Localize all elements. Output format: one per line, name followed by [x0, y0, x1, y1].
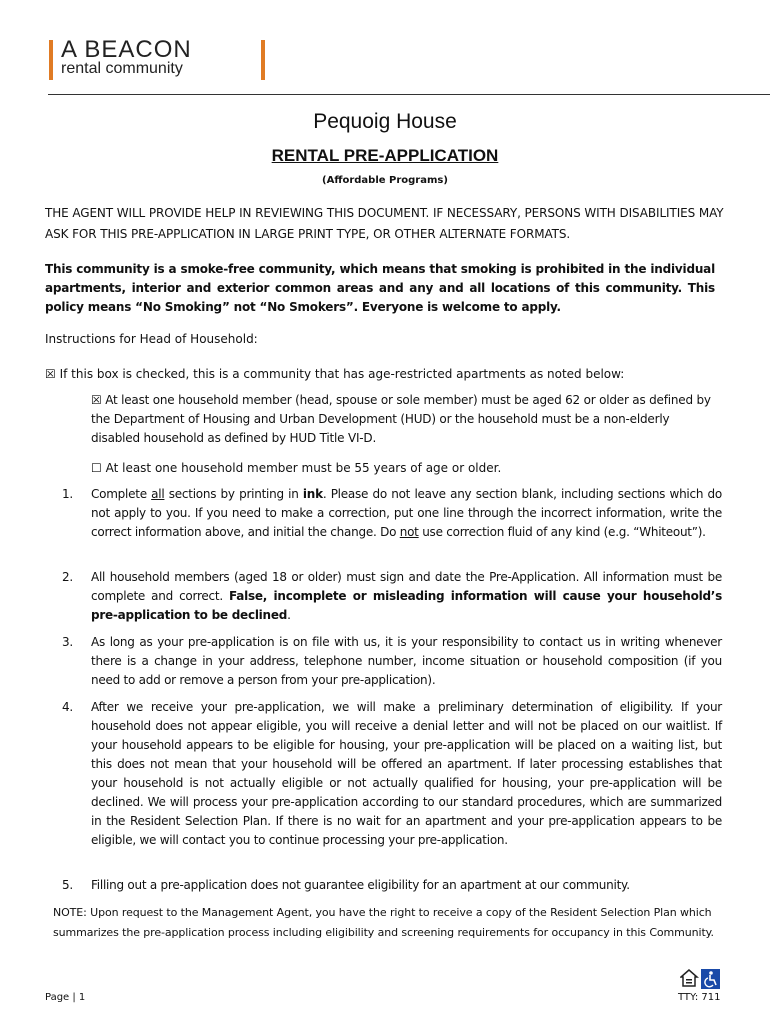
age-62-text: At least one household member (head, spouse or sole member) must be aged 62 or older as defined by the Department of Housing and Urban Development (HUD) or the household must be a non-elderly disabled household as defined by HUD Title VI-D.	[91, 393, 711, 445]
item-number: 5.	[62, 878, 73, 892]
equal-housing-icon	[680, 969, 698, 989]
item-text: Filling out a pre-application does not guarantee eligibility for an apartment at our community.	[91, 878, 630, 892]
item-text: As long as your pre-application is on file with us, it is your responsibility to contact us in writing whenever there is a change in your address, telephone number, income situation or household composition (if you need to add or remove a person from your pre-application).	[91, 635, 722, 687]
item-text: Complete all sections by printing in ink. Please do not leave any section blank, including sections which do not apply to you. If you need to make a correction, put one line through the incorrect information, write the correct information above, and initial the change. Do not use correction fluid of any kind (e.g. “Whiteout”).	[91, 487, 722, 539]
tty-number: TTY: 711	[678, 992, 721, 1003]
note-paragraph: NOTE: Upon request to the Management Agent, you have the right to receive a copy of the Resident Selection Plan which summarizes the pre-application process including eligibility and screening requirements for occupancy in this Community.	[53, 906, 714, 939]
age-restricted-text: If this box is checked, this is a community that has age-restricted apartments as noted below:	[59, 367, 625, 381]
instructions-heading: Instructions for Head of Household:	[45, 332, 258, 346]
item-text: After we receive your pre-application, we will make a preliminary determination of eligibility. If your household does not appear eligible, you will receive a denial letter and will not be placed on our waitlist. If your household appears to be eligible for housing, your pre-application will be placed on a waiting list, but this does not mean that your household will be offered an apartment. If later processing establishes that your household is not actually eligible or not actually qualified for housing, your pre-application will be declined. We will process your pre-application according to our standard procedures, which are summarized in the Resident Selection Plan. If there is no wait for an apartment and your pre-application appears to be eligible, we will contact you to continue processing your pre-application.	[91, 700, 722, 847]
age-option-55	[91, 459, 501, 478]
list-item-2	[62, 568, 722, 625]
age-55-text: At least one household member must be 55 years of age or older.	[105, 461, 502, 475]
age-62-checkbox[interactable]: ☒	[91, 393, 102, 407]
age-option-62	[91, 391, 721, 448]
accessibility-icon	[701, 969, 720, 989]
list-item-1	[62, 485, 722, 542]
logo-right-bar	[261, 40, 265, 80]
programs-label: (Affordable Programs)	[322, 175, 448, 186]
logo-line2: rental community	[61, 60, 183, 77]
page-number: Page | 1	[45, 992, 86, 1003]
footer-icons	[680, 969, 720, 989]
smoke-free-policy: This community is a smoke-free community, which means that smoking is prohibited in the individual apartments, interior and exterior common areas and any and all locations of this community. This policy means “No Smoking” not “No Smokers”. Everyone is welcome to apply.	[45, 262, 715, 314]
list-item-4	[62, 698, 722, 850]
form-title: RENTAL PRE-APPLICATION	[271, 146, 499, 165]
item-number: 4.	[62, 700, 73, 714]
page-title: Pequoig House	[313, 110, 457, 133]
age-55-checkbox[interactable]: ☐	[91, 461, 102, 475]
item-number: 1.	[62, 487, 73, 501]
item-number: 2.	[62, 570, 73, 584]
age-restricted-checkbox[interactable]: ☒	[45, 367, 56, 381]
age-restricted-row	[45, 365, 624, 384]
header-divider	[48, 94, 770, 95]
item-text: All household members (aged 18 or older) must sign and date the Pre-Application. All information must be complete and correct. False, incomplete or misleading information will cause your household’s pre-application to be declined.	[91, 570, 722, 622]
logo-left-bar	[49, 40, 53, 80]
list-item-5	[62, 876, 722, 895]
item-number: 3.	[62, 635, 73, 649]
agent-notice: THE AGENT WILL PROVIDE HELP IN REVIEWING THIS DOCUMENT. IF NECESSARY, PERSONS WITH DISABILITIES MAY ASK FOR THIS PRE-APPLICATION IN LARGE PRINT TYPE, OR OTHER ALTERNATE FORMATS.	[45, 206, 724, 241]
list-item-3	[62, 633, 722, 690]
logo-line1: A BEACON	[61, 36, 192, 63]
